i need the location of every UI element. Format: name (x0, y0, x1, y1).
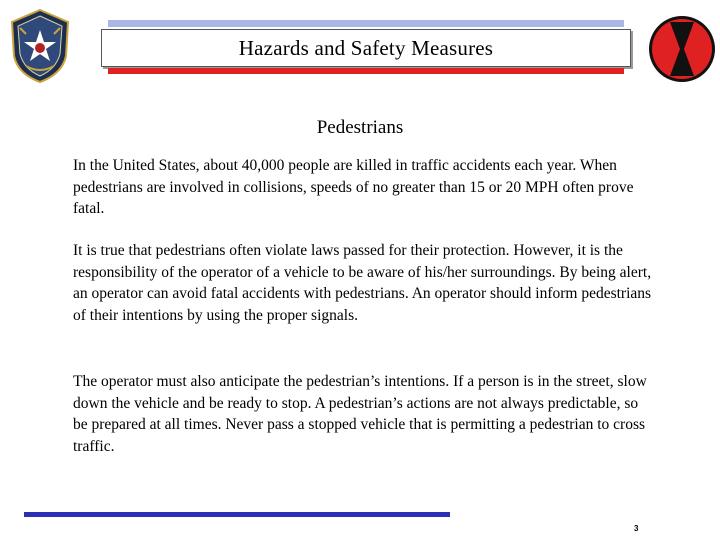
paragraph-2: It is true that pedestrians often violate laws passed for their protection. However, it is the responsibility of the operator of a vehicle to be aware of his/her surroundings. By being alert, an operator can avoid fatal accidents with pedestrians. An operator should inform pedestrians of their intentions by using the proper signals. (73, 242, 652, 325)
page-title: Hazards and Safety Measures (238, 35, 494, 60)
unit-crest-icon (6, 8, 74, 84)
red-accent-bar (108, 68, 624, 74)
bottom-accent-bar (24, 512, 450, 517)
page-number: 3 (634, 524, 639, 533)
paragraph-1: In the United States, about 40,000 people are killed in traffic accidents each year. When pedestrians are involved in collisions, speeds of no greater than 15 or 20 MPH often prove fatal. (73, 157, 634, 218)
paragraph-3: The operator must also anticipate the pedestrian’s intentions. If a person is in the street, slow down the vehicle and be ready to stop. A pedestrian’s actions are not always predictable, so be prepared at all times. Never pass a stopped vehicle that is permitting a pedestrian to cross traffic. (73, 373, 647, 456)
title-box (101, 29, 631, 67)
top-accent-bar (108, 20, 624, 27)
red-hourglass-patch-icon (648, 14, 716, 84)
section-title: Pedestrians (316, 117, 404, 138)
